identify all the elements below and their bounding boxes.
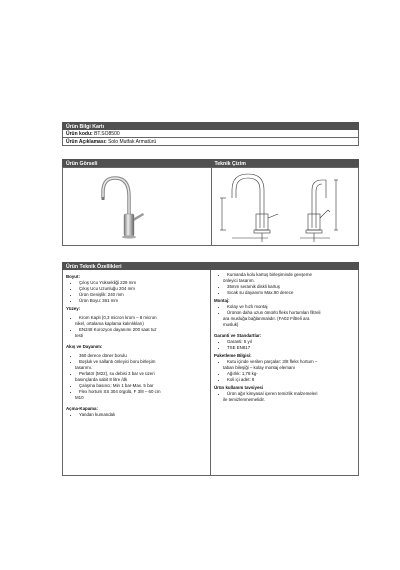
- list-item-continued: testi: [75, 333, 84, 338]
- surface-list: [66, 315, 207, 339]
- list-item: • Koli içi adet: 8: [227, 377, 355, 383]
- image-panels: [62, 167, 359, 246]
- product-image-heading: Ürün Görseli: [62, 159, 211, 167]
- operation-heading: Açma-Kapama:: [66, 406, 98, 411]
- list-item: • Ürün Boyu: 361 mm: [79, 298, 207, 304]
- technical-drawing-svg: [212, 168, 360, 246]
- list-item: • TSE EN817: [227, 345, 355, 351]
- list-item-continued: tasarımı.: [75, 365, 93, 370]
- usage-list: [214, 391, 355, 403]
- specs-right-column: [210, 270, 358, 475]
- list-item: • Ürünün daha uzun ömürlü fleks hortumları filtreli: [227, 310, 355, 316]
- packaging-heading: Paketleme Bilgisi:: [214, 353, 252, 358]
- list-item-continued: ara musluğa bağlanmalıdır. (FA02 Filtreli ara: [223, 316, 310, 321]
- product-code-value: BT.SO8500: [94, 131, 120, 137]
- specs-section-header: [62, 262, 359, 270]
- warranty-list: [214, 339, 355, 351]
- usage-heading: Ürün kullanım tavsiyesi: [214, 385, 264, 390]
- list-item-continued: ile temizlenmemelidir.: [223, 397, 265, 402]
- list-item: • Krom Kaplı (0,3 micron krom – 8 micron: [79, 315, 207, 321]
- product-image: [63, 168, 211, 245]
- faucet-photo: [63, 168, 211, 246]
- surface-heading: Yüzey:: [66, 306, 81, 311]
- list-item: • EN248 Korozyon dayanımı 200 saat tuz: [79, 327, 207, 333]
- list-item: • Boşluk ve sallantı önleyici boru birleşim: [79, 359, 207, 365]
- dimensions-heading: Boyut:: [66, 274, 80, 279]
- list-item: • Kolay ve hızlı montaj: [227, 304, 355, 310]
- list-item: • Çıkış Ucu Uzunluğu 204 mm: [79, 286, 207, 292]
- list-item: • Ağırlık: 1,78 kg-: [227, 371, 355, 377]
- list-item: • Kutu içinde verilen parçalar: 3/8 fleks hortum –: [227, 359, 355, 365]
- product-card: [62, 122, 359, 146]
- list-item: • Garanti: 5 yıl: [227, 339, 355, 345]
- list-item-continued: musluk): [223, 322, 239, 327]
- flow-heading: Akış ve Dayanım:: [66, 344, 103, 349]
- list-item: • Çalışma basıncı: Min 1 bar-Max. 5 bar: [79, 383, 207, 389]
- product-description-value: Solo Mutfak Armatürü: [108, 139, 157, 145]
- image-section-header: [62, 159, 359, 167]
- flow-list: [66, 353, 207, 401]
- list-item: • Yandan kumandalı: [79, 412, 207, 418]
- specs-body: [62, 270, 359, 476]
- list-item: • 360 derece döner borulu: [79, 353, 207, 359]
- list-item-continued: taban bileşiği – kolay montaj elemanı: [223, 365, 295, 370]
- list-item-continued: basınçlarda sabit 8 litre /dk: [75, 377, 128, 382]
- warranty-heading: Garanti ve Standartlar:: [214, 333, 262, 338]
- technical-drawing-heading: Teknik Çizim: [211, 159, 360, 167]
- product-description-label: Ürün Açıklaması:: [66, 139, 107, 145]
- specs-left-column: [63, 270, 210, 475]
- installation-heading: Montaj:: [214, 298, 230, 303]
- list-item: • 35mm seramik diskli kartuş: [227, 284, 355, 290]
- dimensions-list: [66, 280, 207, 304]
- cartridge-list: [214, 272, 355, 296]
- operation-list: [66, 412, 207, 418]
- list-item: • Kumanda kolu kartuş birleşiminde gevşeme: [227, 272, 355, 278]
- list-item-continued: önleyici tasarım.: [223, 278, 255, 283]
- list-item: • Çıkış Ucu Yüksekliği 229 mm: [79, 280, 207, 286]
- technical-drawing: [211, 168, 360, 245]
- list-item: • Perlatör (M22), su debisi 3 bar ve üzeri: [79, 371, 207, 377]
- list-item-continued: nikel, ortalama kaplama kalınlıkları): [75, 321, 144, 326]
- list-item: • Flex hortum SS 304 örgülü, F 3/8 – 60 cm: [79, 389, 207, 395]
- technical-specs-heading: Ürün Teknik Özellikleri: [62, 262, 359, 270]
- list-item: • Ürün Genişlik: 240 mm: [79, 292, 207, 298]
- product-description-row: [62, 138, 359, 146]
- product-code-row: [62, 130, 359, 138]
- list-item: • Ürün ağır kimyasal içeren temizlik malzemeleri: [227, 391, 355, 397]
- packaging-list: [214, 359, 355, 383]
- list-item-continued: M10: [75, 395, 84, 400]
- list-item: • Sıcak su dayanımı Max.90 derece: [227, 290, 355, 296]
- card-title: Ürün Bilgi Kartı: [62, 122, 359, 130]
- product-code-label: Ürün kodu:: [66, 131, 93, 137]
- installation-list: [214, 304, 355, 328]
